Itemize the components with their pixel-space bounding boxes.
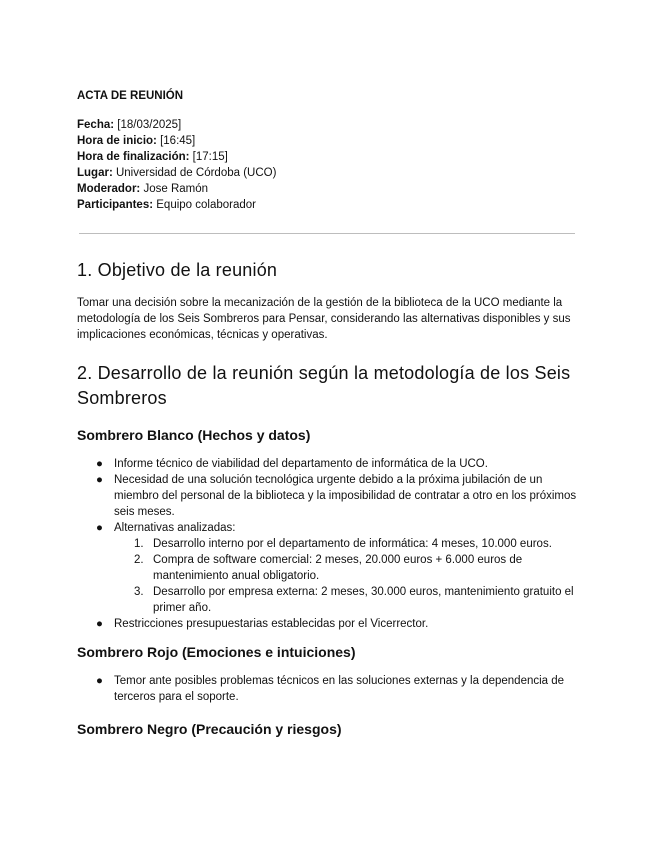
alternative-item <box>114 584 577 616</box>
document-title: ACTA DE REUNIÓN <box>77 90 184 102</box>
meta-end-label: Hora de finalización: <box>77 151 190 163</box>
alternative-item <box>114 552 577 584</box>
bullet-icon: ● <box>96 618 103 630</box>
list-item <box>77 456 577 472</box>
meta-end-value: [17:15] <box>192 151 228 163</box>
list-item <box>77 472 577 520</box>
meta-end-time <box>77 149 276 165</box>
bullet-icon: ● <box>96 675 103 687</box>
meta-location-value: Universidad de Córdoba (UCO) <box>115 167 277 179</box>
subheading-black-hat: Sombrero Negro (Precaución y riesgos) <box>77 721 342 737</box>
meta-participants <box>77 197 276 213</box>
red-hat-list <box>77 673 577 705</box>
meta-location <box>77 165 276 181</box>
meta-date-label: Fecha: <box>77 119 115 131</box>
section-heading-objective: 1. Objetivo de la reunión <box>77 260 278 280</box>
list-item-text: Necesidad de una solución tecnológica urgente debido a la próxima jubilación de un miembro del personal de la biblioteca y la imposibilidad de contratar a otro en los próximos seis meses. <box>114 474 577 518</box>
alternative-text: Desarrollo por empresa externa: 2 meses, 30.000 euros, mantenimiento gratuito el primer año. <box>153 586 574 614</box>
meta-start-value: [16:45] <box>160 135 196 147</box>
bullet-icon: ● <box>96 474 103 486</box>
list-item-text: Alternativas analizadas: <box>114 522 236 534</box>
meta-location-label: Lugar: <box>77 167 113 179</box>
meta-date <box>77 117 276 133</box>
meta-moderator <box>77 181 276 197</box>
bullet-icon: ● <box>96 458 103 470</box>
meta-participants-value: Equipo colaborador <box>156 199 257 211</box>
objective-paragraph: Tomar una decisión sobre la mecanización de la gestión de la biblioteca de la UCO mediante la metodología de los Seis Sombreros para Pensar, considerando las alternativas disponibles y sus implicaciones económicas, técnicas y operativas. <box>77 297 571 341</box>
alternatives-list <box>114 536 577 616</box>
horizontal-divider <box>79 233 575 234</box>
item-number: 2. <box>134 554 144 566</box>
subheading-white-hat: Sombrero Blanco (Hechos y datos) <box>77 427 311 443</box>
section-heading-development: 2. Desarrollo de la reunión según la metodología de los Seis Sombreros <box>77 363 571 408</box>
meta-date-value: [18/03/2025] <box>117 119 182 131</box>
alternative-text: Desarrollo interno por el departamento de informática: 4 meses, 10.000 euros. <box>153 538 552 550</box>
list-item <box>77 673 577 705</box>
list-item-text: Restricciones presupuestarias establecidas por el Vicerrector. <box>114 618 429 630</box>
meta-start-label: Hora de inicio: <box>77 135 157 147</box>
meta-start-time <box>77 133 276 149</box>
item-number: 1. <box>134 538 144 550</box>
alternative-item <box>114 536 577 552</box>
list-item-text: Informe técnico de viabilidad del departamento de informática de la UCO. <box>114 458 488 470</box>
meta-moderator-value: Jose Ramón <box>143 183 209 195</box>
subheading-red-hat: Sombrero Rojo (Emociones e intuiciones) <box>77 644 356 660</box>
list-item <box>77 520 577 616</box>
list-item <box>77 616 577 632</box>
white-hat-list <box>77 456 577 632</box>
meta-moderator-label: Moderador: <box>77 183 141 195</box>
item-number: 3. <box>134 586 144 598</box>
bullet-icon: ● <box>96 522 103 534</box>
alternative-text: Compra de software comercial: 2 meses, 20.000 euros + 6.000 euros de mantenimiento anual obligatorio. <box>153 554 523 582</box>
meeting-metadata <box>77 117 276 213</box>
list-item-text: Temor ante posibles problemas técnicos en las soluciones externas y la dependencia de terceros para el soporte. <box>114 675 565 703</box>
meta-participants-label: Participantes: <box>77 199 154 211</box>
